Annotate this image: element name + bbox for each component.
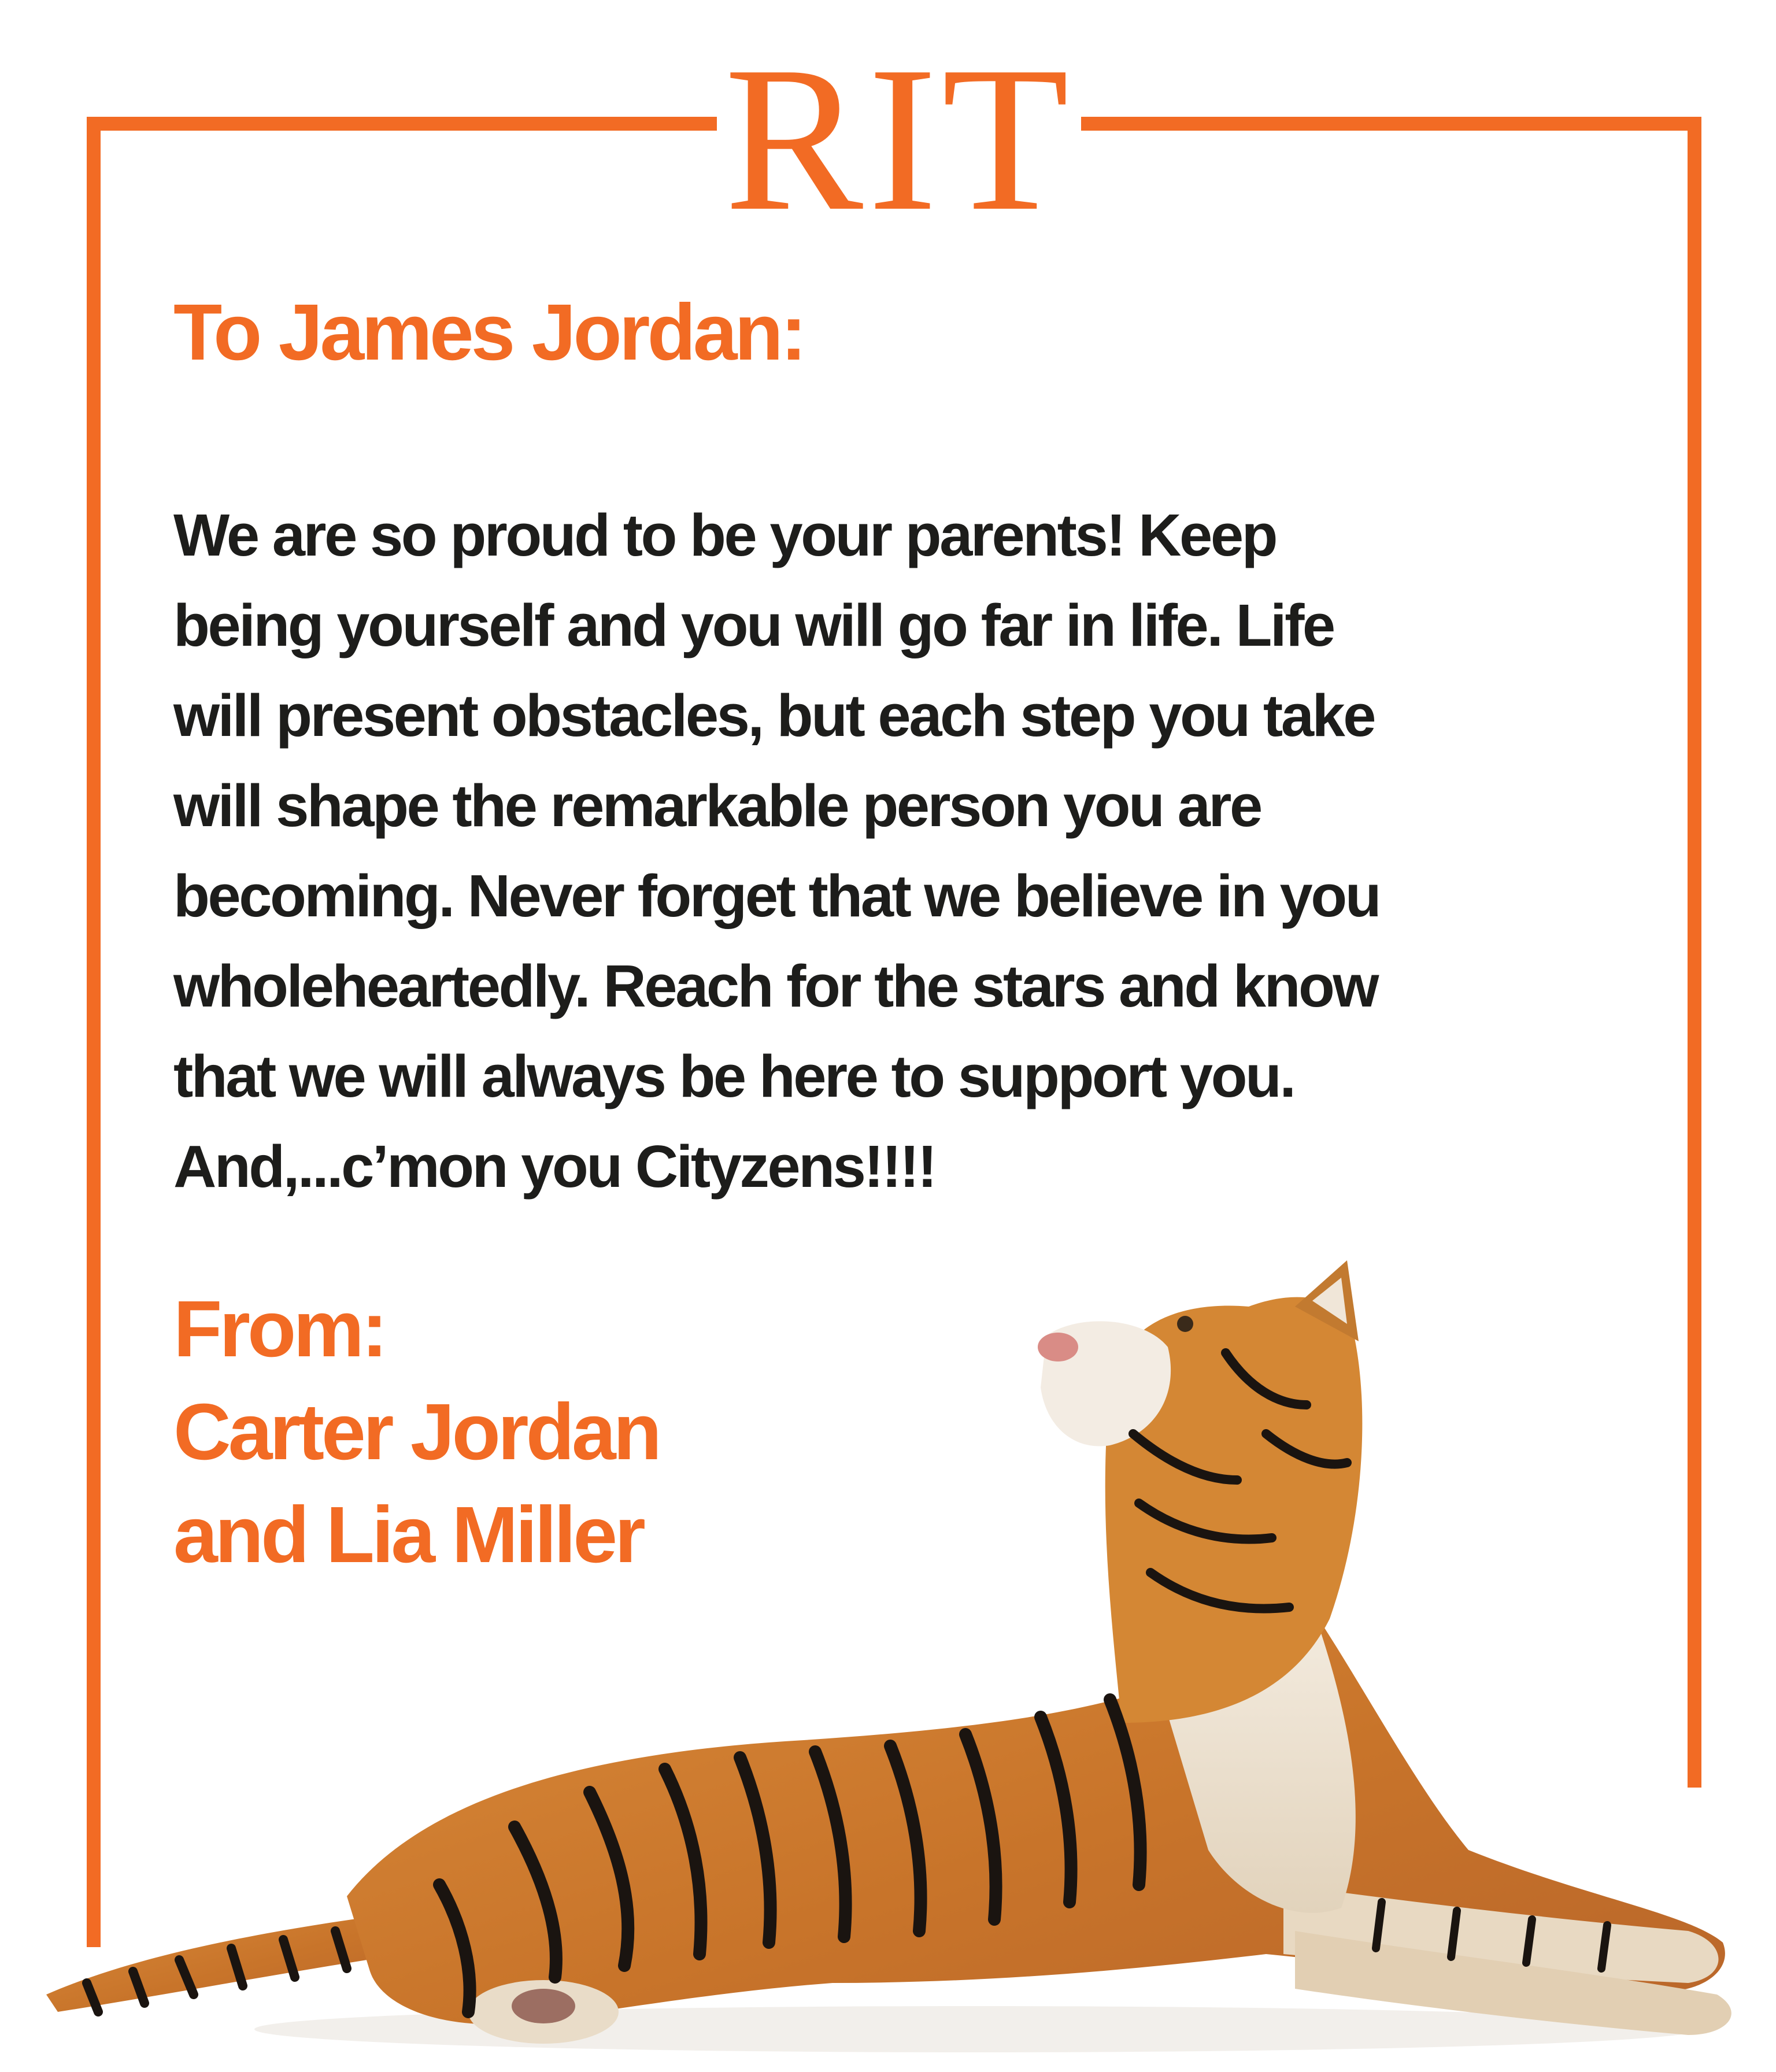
message-line: will shape the remarkable person you are — [173, 772, 1261, 839]
message-line: wholeheartedly. Reach for the stars and know — [173, 953, 1378, 1019]
message-line: And,...c’mon you Cityzens!!!! — [173, 1133, 935, 1200]
tiger-nose — [1038, 1333, 1078, 1361]
tiger-illustration — [23, 1260, 1758, 2058]
tiger-eye — [1177, 1316, 1193, 1332]
rit-wordmark: RIT — [724, 23, 1074, 254]
signer-names-line-1: Carter Jordan — [173, 1388, 659, 1477]
frame-top-left-line — [87, 117, 717, 131]
message-body — [173, 490, 1584, 1212]
from-label: From: — [173, 1285, 385, 1374]
message-line: will present obstacles, but each step you take — [173, 682, 1375, 749]
message-line: being yourself and you will go far in life. Life — [173, 592, 1334, 658]
tiger-tail — [46, 1914, 405, 2012]
frame-top-right-line — [1081, 117, 1701, 131]
message-line: We are so proud to be your parents! Keep — [173, 502, 1276, 568]
message-line: that we will always be here to support you. — [173, 1043, 1294, 1109]
signer-names-line-2: and Lia Miller — [173, 1490, 643, 1579]
salutation: To James Jordan: — [173, 288, 804, 377]
message-line: becoming. Never forget that we believe in you — [173, 863, 1380, 929]
